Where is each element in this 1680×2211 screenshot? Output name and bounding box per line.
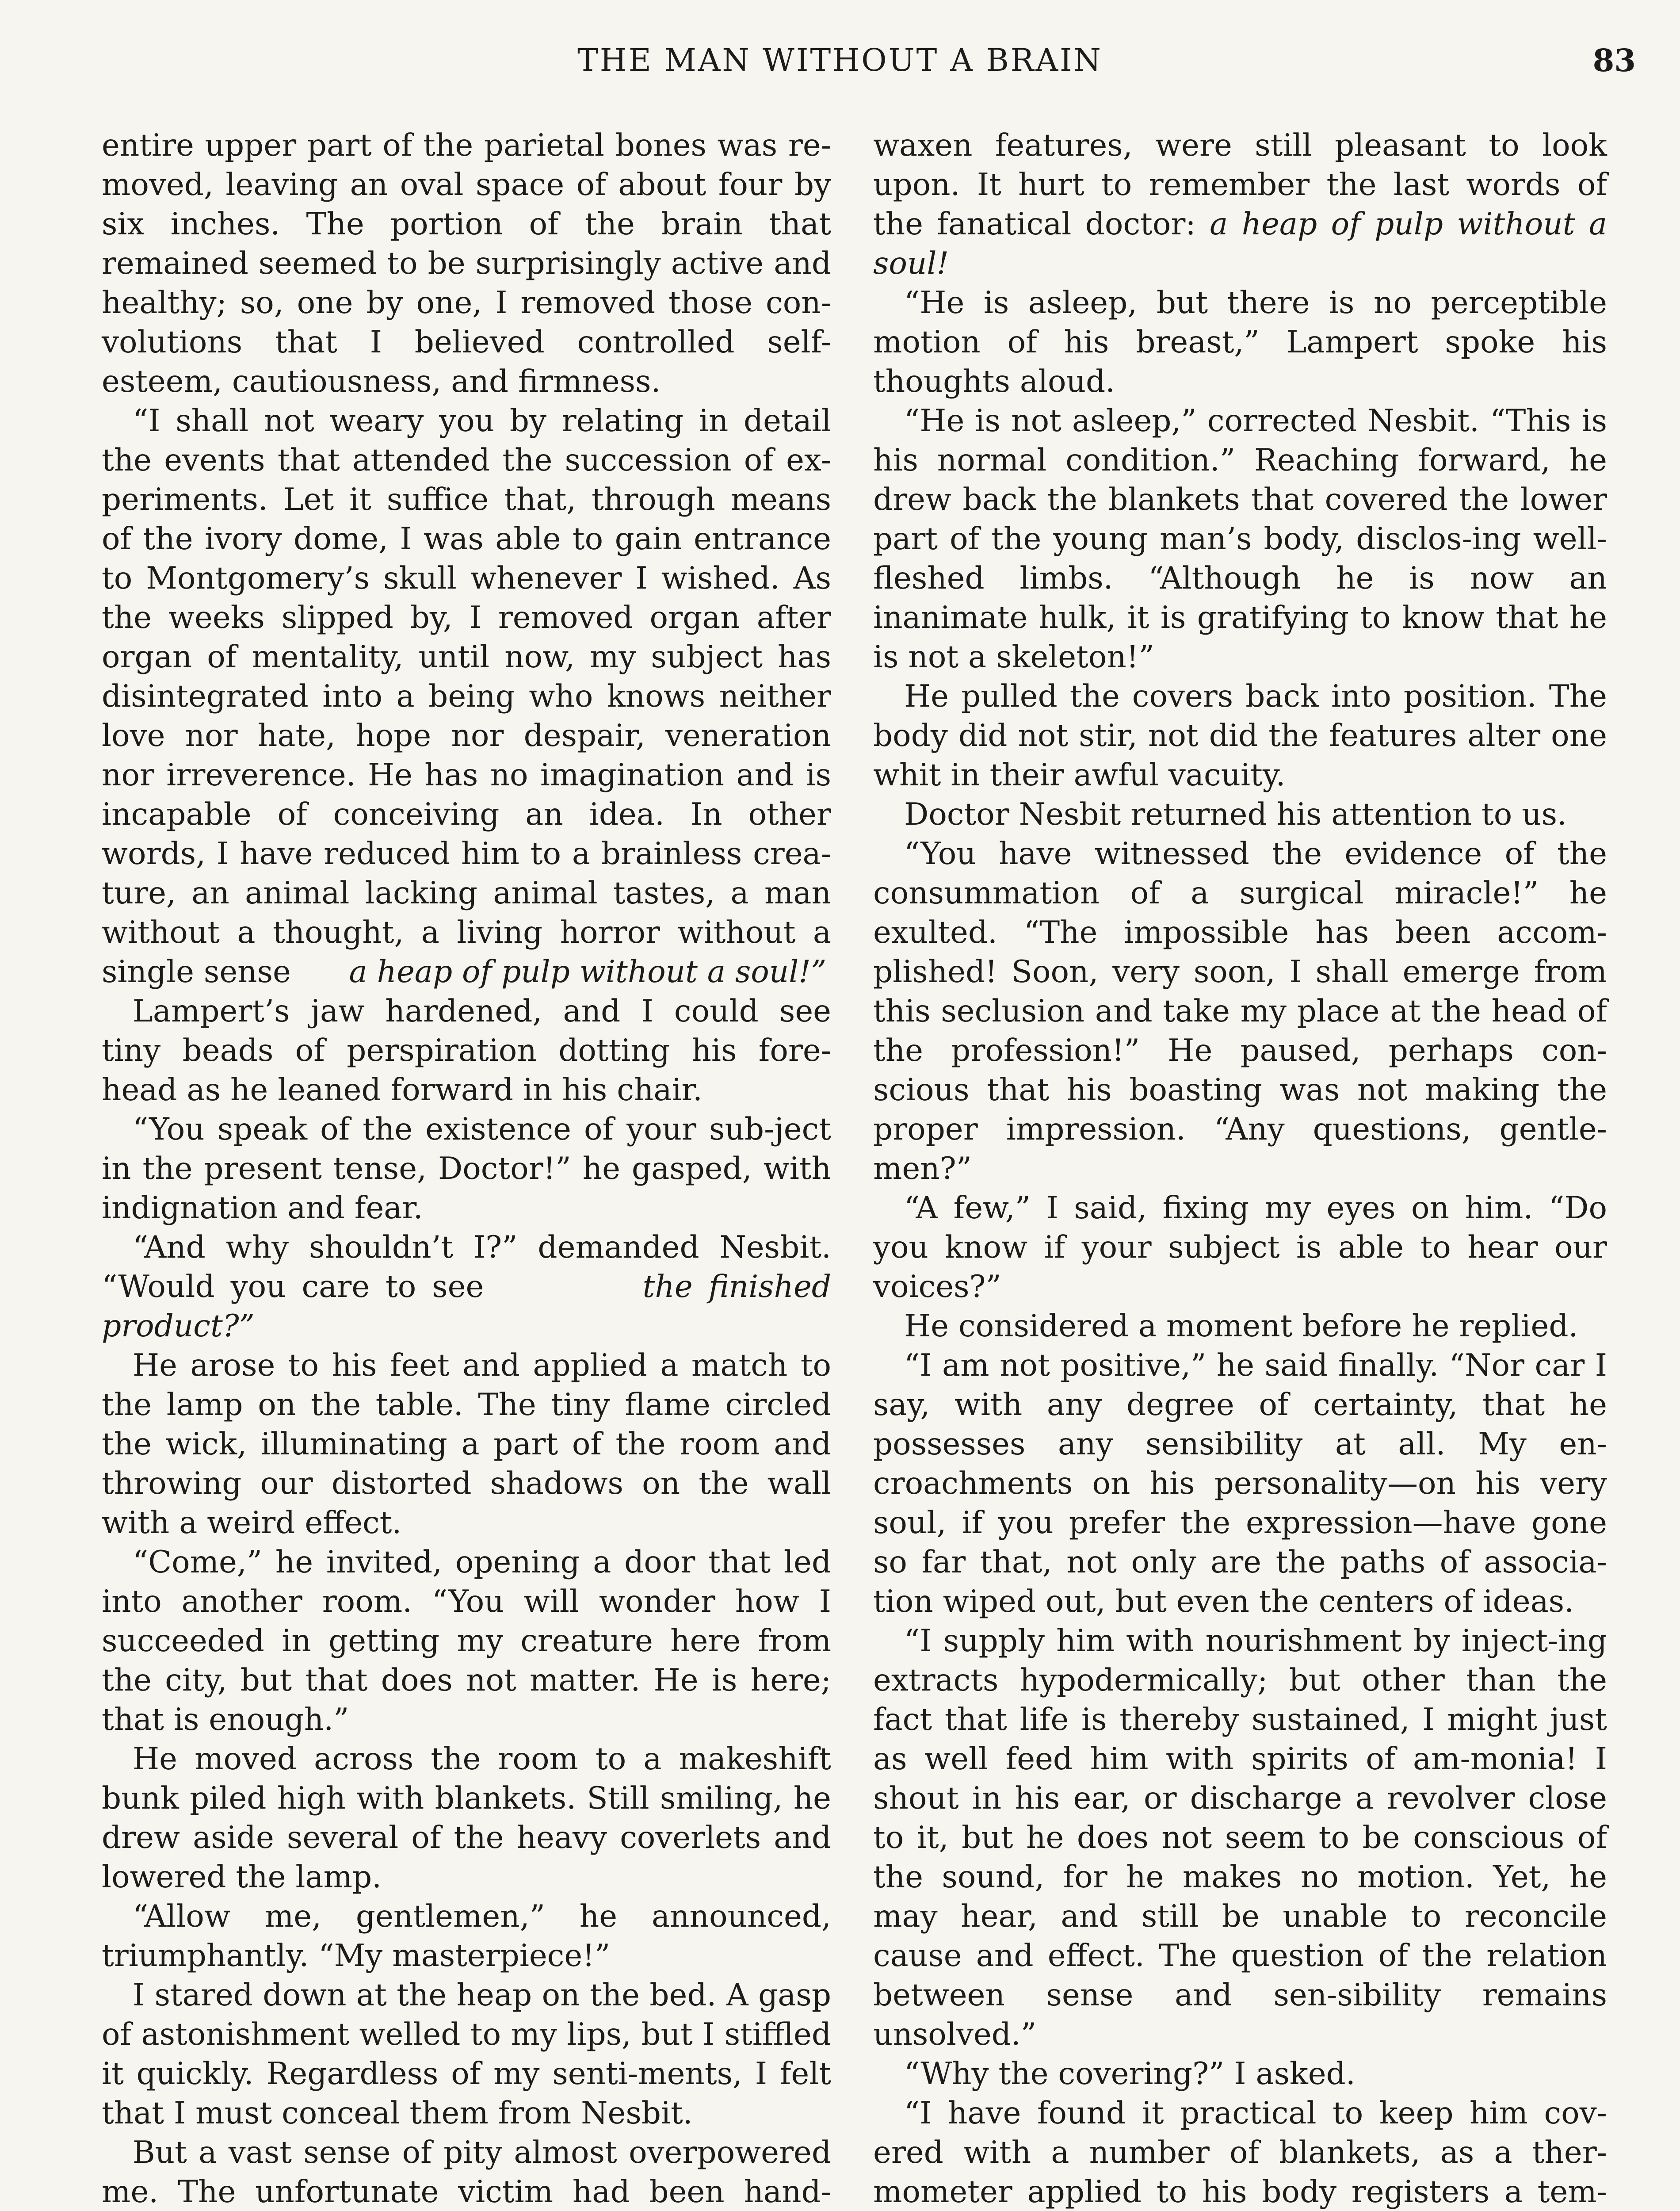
emphasis: a heap of pulp without a soul! [873,207,1607,281]
paragraph: He moved across the room to a makeshift bunk piled high with blankets. Still smiling, he drew aside several of the heavy coverlets and lowered the lamp. [102,1741,831,1895]
paragraph: entire upper part of the parietal bones was re-moved, leaving an oval space of about four by six inches. The portion of the brain that remained seemed to be surprisingly active and healthy; so, one by one, I removed those con-volutions that I believed controlled self-esteem, cautiousness, and firmness. [102,128,831,399]
paragraph: He pulled the covers back into position. The body did not stir, not did the features alter one whit in their awful vacuity. [873,679,1607,793]
paragraph: “You speak of the existence of your sub-ject in the present tense, Doctor!” he gasped, with indignation and fear. [102,1112,831,1226]
paragraph: I stared down at the heap on the bed. A gasp of astonishment welled to my lips, but I stiffled it quickly. Regardless of my senti-ments, I felt that I must conceal them from Nesbit. [102,1978,831,2131]
paragraph: “I shall not weary you by relating in detail the events that attended the succession of ex-periments. Let it suffice that, through means of the ivory dome, I was able to gain entrance to Montgomery’s skull whenever I wished. As the weeks slipped by, I removed organ after organ of mentality, until now, my subject has disintegrated into a being who knows neither love nor hate, hope nor despair, veneration nor irreverence. He has no imagination and is incapable of conceiving an idea. In other words, I have reduced him to a brainless crea-ture, an animal lacking animal tastes, a man without a thought, a living horror without a single sense a heap of pulp without a soul!” [102,403,831,990]
paragraph: But a vast sense of pity almost overpowered me. The unfortunate victim had been hand- [102,2135,831,2210]
paragraph: “You have witnessed the evidence of the consummation of a surgical miracle!” he exulted. “The impossible has been accom-plished! Soon, very soon, I shall emerge from this seclusion and take my place at the head of the profession!” He paused, perhaps con-scious that his boasting was not making the proper impression. “Any questions, gentle-men?” [873,836,1607,1186]
paragraph: “Allow me, gentlemen,” he announced, triumphantly. “My masterpiece!” [102,1899,831,1974]
emphasis: a heap of pulp without a soul!” [349,954,827,990]
paragraph: He arose to his feet and applied a match to the lamp on the table. The tiny flame circled the wick, illuminating a part of the room and throwing our distorted shadows on the wall with a weird effect. [102,1348,831,1541]
paragraph: Lampert’s jaw hardened, and I could see tiny beads of perspiration dotting his fore-head as he leaned forward in his chair. [102,994,831,1108]
paragraph: He considered a moment before he replied. [904,1308,1578,1344]
paragraph: Doctor Nesbit returned his attention to us. [904,797,1567,832]
paragraph: “And why shouldn’t I?” demanded Nesbit. “Would you care to see the finished product?” [102,1230,831,1344]
paragraph: “He is asleep, but there is no perceptible motion of his breast,” Lampert spoke his thoughts aloud. [873,285,1607,399]
page-header [0,42,1680,86]
paragraph: “A few,” I said, fixing my eyes on him. “Do you know if your subject is able to hear our voices?” [873,1190,1607,1304]
paragraph: “I am not positive,” he said finally. “Nor car I say, with any degree of certainty, that he possesses any sensibility at all. My en-croachments on his personality—on his very soul, if you prefer the expression—have gone so far that, not only are the paths of associa-tion wiped out, but even the centers of ideas. [873,1348,1607,1619]
emphasis: the finished product?” [102,1269,831,1344]
paragraph: waxen features, were still pleasant to look upon. It hurt to remember the last words of the fanatical doctor: a heap of pulp without a soul! [873,128,1607,281]
paragraph: “I have found it practical to keep him cov-ered with a number of blankets, as a ther-mometer applied to his body registers a tem- [873,2096,1607,2210]
running-title: THE MAN WITHOUT A BRAIN [577,42,1103,78]
paragraph: “Why the covering?” I asked. [904,2056,1355,2092]
paragraph: “Come,” he invited, opening a door that led into another room. “You will wonder how I succeeded in getting my creature here from the city, but that does not matter. He is here; that is enough.” [102,1545,831,1737]
right-column [873,126,1607,2211]
page-number: 83 [1592,42,1636,79]
paragraph: “I supply him with nourishment by inject-ing extracts hypodermically; but other than the fact that life is thereby sustained, I might just as well feed him with spirits of am-monia! I shout in his ear, or discharge a revolver close to it, but he does not seem to be conscious of the sound, for he makes no motion. Yet, he may hear, and still be unable to reconcile cause and effect. The question of the relation between sense and sen-sibility remains unsolved.” [873,1623,1607,2052]
paragraph: “He is not asleep,” corrected Nesbit. “This is his normal condition.” Reaching forward, he drew back the blankets that covered the lower part of the young man’s body, disclos-ing well-fleshed limbs. “Although he is now an inanimate hulk, it is gratifying to know that he is not a skeleton!” [873,403,1607,675]
left-column [102,126,831,2211]
